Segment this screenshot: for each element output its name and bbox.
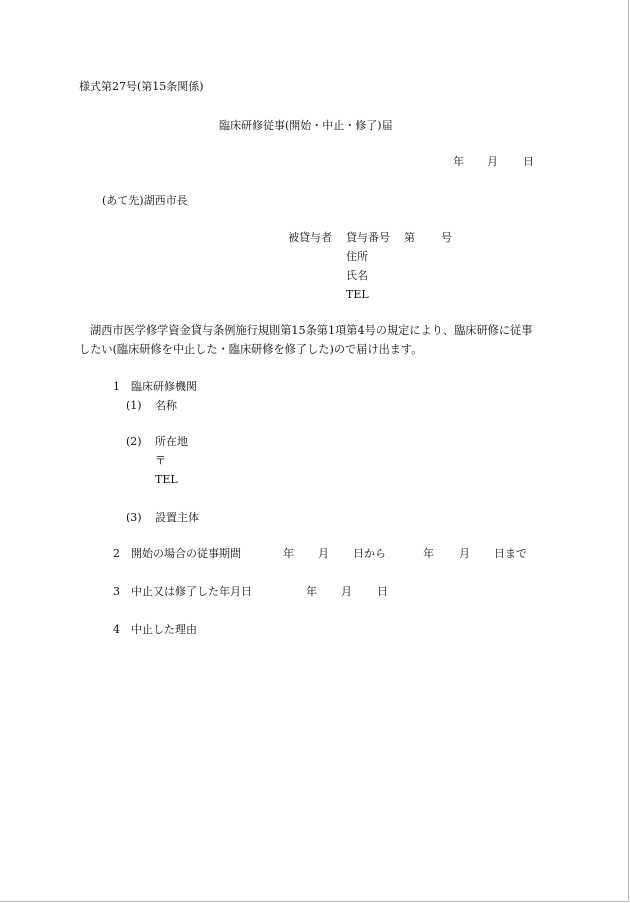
item4-label: 中止した理由 (131, 623, 197, 636)
item3-day: 日 (377, 585, 388, 598)
loan-number-dai: 第 (404, 231, 415, 244)
item3-number: 3 (113, 585, 120, 598)
item1-sub3-label: 設置主体 (155, 511, 199, 524)
borrower-label: 被貸与者 (288, 231, 332, 244)
item3-label: 中止又は修了した年月日 (131, 585, 252, 598)
item1-sub1-label: 名称 (155, 399, 177, 412)
address-label: 住所 (346, 250, 368, 263)
loan-number-gou: 号 (441, 231, 452, 244)
item1-sub2-label: 所在地 (155, 435, 188, 448)
date-year-label: 年 (453, 155, 464, 168)
item2-number: 2 (113, 547, 120, 560)
name-label: 氏名 (346, 269, 368, 282)
addressee: (あて先)湖西市長 (102, 194, 188, 207)
item2-start-month: 月 (318, 547, 329, 560)
item1-label: 臨床研修機関 (131, 380, 197, 393)
item4-number: 4 (113, 623, 120, 636)
body-text-line1: 湖西市医学修学資金貸与条例施行規則第15条第1項第4号の規定により、臨床研修に従事 (90, 324, 533, 337)
item2-start-day: 日から (353, 547, 386, 560)
item2-label: 開始の場合の従事期間 (131, 547, 241, 560)
item1-sub2-tel: TEL (155, 473, 178, 486)
form-number: 様式第27号(第15条関係) (79, 80, 204, 93)
item1-sub3-number: (3) (126, 511, 142, 524)
date-month-label: 月 (487, 155, 498, 168)
item1-sub1-number: (1) (126, 399, 142, 412)
item1-sub2-number: (2) (126, 435, 142, 448)
date-day-label: 日 (523, 155, 534, 168)
tel-label: TEL (346, 288, 369, 301)
item1-number: 1 (113, 380, 120, 393)
item2-end-day: 日まで (494, 547, 527, 560)
item2-start-year: 年 (283, 547, 294, 560)
item2-end-year: 年 (423, 547, 434, 560)
document-title: 臨床研修従事(開始・中止・修了)届 (219, 119, 393, 132)
item3-year: 年 (306, 585, 317, 598)
postal-mark: 〒 (155, 454, 166, 467)
loan-number-label: 貸与番号 (346, 231, 390, 244)
item2-end-month: 月 (459, 547, 470, 560)
body-text-line2: したい(臨床研修を中止した・臨床研修を修了した)ので届け出ます。 (79, 343, 423, 356)
item3-month: 月 (341, 585, 352, 598)
